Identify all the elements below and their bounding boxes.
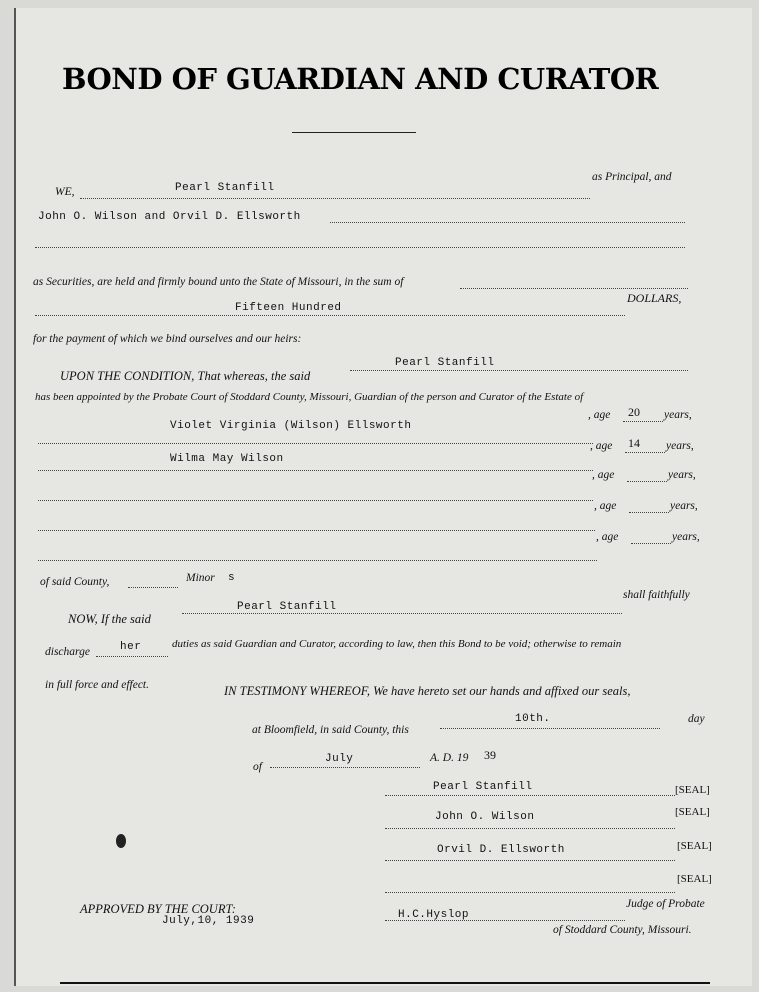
minor-label: Minor [186, 572, 215, 584]
years-label-5: years, [672, 531, 700, 543]
principal-name: Pearl Stanfill [175, 182, 275, 194]
payment-text: for the payment of which we bind ourselves and our heirs: [33, 333, 302, 345]
years-label-1: years, [664, 409, 692, 421]
signature-line-3 [385, 860, 675, 861]
minor-name-1: Violet Virginia (Wilson) Ellsworth [170, 420, 412, 432]
now-text: NOW, If the said [68, 612, 151, 626]
bottom-rule [60, 982, 710, 984]
signature-2: John O. Wilson [435, 811, 535, 823]
dollars-label: DOLLARS, [627, 291, 682, 305]
minor-age-2: 14 [628, 436, 640, 450]
years-label-3: years, [668, 469, 696, 481]
minor-line-5 [38, 560, 597, 561]
approved-label: APPROVED BY THE COURT: [80, 902, 236, 916]
age-line-4 [629, 512, 669, 513]
securities-line [330, 222, 685, 223]
minor-line-1 [38, 443, 593, 444]
signature-line-1 [385, 795, 675, 796]
years-label-2: years, [666, 440, 694, 452]
age-label-2: , age [590, 440, 613, 452]
signature-3: Orvil D. Ellsworth [437, 844, 565, 856]
minor-line-3 [38, 500, 593, 501]
judge-title: Judge of Probate [626, 898, 705, 910]
minor-line-4 [38, 530, 595, 531]
document-title: BOND OF GUARDIAN AND CURATOR [62, 62, 659, 96]
full-force-text: in full force and effect. [45, 679, 150, 691]
minor-suffix: s [228, 572, 236, 584]
judge-name: H.C.Hyslop [398, 909, 470, 921]
age-label-3: , age [592, 469, 615, 481]
seal-label-1: [SEAL] [675, 784, 710, 796]
sum-line [35, 315, 625, 316]
securities-text: as Securities, are held and firmly bound unto the State of Missouri, in the sum of [33, 276, 404, 288]
age-label-5: , age [596, 531, 619, 543]
securities-names: John O. Wilson and Orvil D. Ellsworth [38, 211, 301, 223]
age-line-3 [627, 481, 667, 482]
month-line [270, 767, 420, 768]
bloomfield-text: at Bloomfield, in said County, this [252, 724, 409, 736]
judge-county: of Stoddard County, Missouri. [553, 924, 692, 936]
day-value: 10th. [515, 713, 551, 725]
signature-1: Pearl Stanfill [433, 781, 533, 793]
month: July [325, 753, 354, 765]
age-label-1: , age [588, 409, 611, 421]
sum-amount: Fifteen Hundred [235, 302, 342, 314]
seal-label-4: [SEAL] [677, 873, 712, 885]
ad-label: A. D. 19 [430, 752, 469, 764]
year-suffix: 39 [484, 748, 496, 762]
pronoun: her [120, 641, 142, 653]
condition-line [350, 370, 688, 371]
day-line [440, 728, 660, 729]
signature-line-4 [385, 892, 675, 893]
county-text: of said County, [40, 576, 110, 588]
sum-line-start [460, 288, 688, 289]
seal-label-2: [SEAL] [675, 806, 710, 818]
testimony-text: IN TESTIMONY WHEREOF, We have hereto set our hands and affixed our seals, [224, 684, 631, 698]
duties-text: duties as said Guardian and Curator, according to law, then this Bond to be void; otherwise to remain [172, 638, 622, 650]
condition-text: UPON THE CONDITION, That whereas, the said [60, 369, 311, 383]
principal-line [80, 198, 590, 199]
now-line [182, 613, 622, 614]
minor-line-2 [38, 470, 593, 471]
pronoun-line [96, 656, 168, 657]
appointed-text: has been appointed by the Probate Court of Stoddard County, Missouri, Guardian of the person and Curator of the Estate of [35, 391, 584, 403]
county-line [128, 587, 178, 588]
age-line-2 [625, 452, 665, 453]
we-label: WE, [55, 186, 75, 198]
blank-line [35, 247, 685, 248]
age-label-4: , age [594, 500, 617, 512]
of-label: of [253, 761, 262, 773]
as-principal-label: as Principal, and [592, 171, 672, 183]
years-label-4: years, [670, 500, 698, 512]
age-line-1 [623, 421, 663, 422]
day-label: day [688, 713, 705, 725]
faithfully-label: shall faithfully [623, 589, 690, 601]
condition-name: Pearl Stanfill [395, 357, 495, 369]
signature-line-2 [385, 828, 675, 829]
seal-label-3: [SEAL] [677, 840, 712, 852]
age-line-5 [631, 543, 671, 544]
minor-name-2: Wilma May Wilson [170, 453, 284, 465]
minor-age-1: 20 [628, 405, 640, 419]
discharge-label: discharge [45, 646, 90, 658]
title-underline [292, 132, 416, 133]
punch-mark [116, 834, 126, 848]
now-name: Pearl Stanfill [237, 601, 337, 613]
approved-date: July,10, 1939 [162, 915, 255, 927]
